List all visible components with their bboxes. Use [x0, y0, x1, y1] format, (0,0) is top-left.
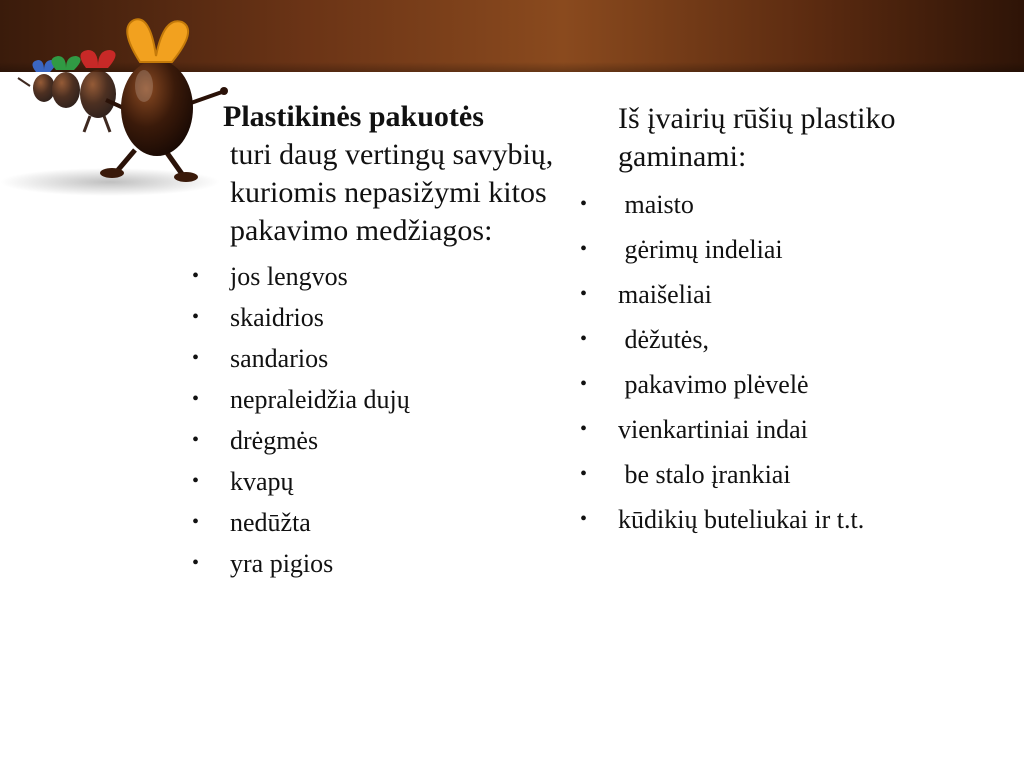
list-item-text: jos lengvos: [230, 262, 348, 291]
list-item-text: maišeliai: [618, 280, 712, 309]
list-item-text: dėžutės,: [618, 325, 709, 354]
bullet: •: [580, 283, 588, 305]
list-item-text: yra pigios: [230, 549, 334, 578]
bullet: •: [580, 328, 588, 350]
list-item: [190, 256, 580, 297]
list-item: [580, 452, 1000, 497]
bullet: •: [192, 265, 200, 287]
list-item-text: skaidrios: [230, 303, 324, 332]
bullet: •: [192, 511, 200, 533]
list-item-text: be stalo įrankiai: [618, 460, 791, 489]
bullet: •: [580, 193, 588, 215]
list-item: [580, 272, 1000, 317]
list-item: [580, 407, 1000, 452]
list-item-text: vienkartiniai indai: [618, 415, 808, 444]
list-item-text: gėrimų indeliai: [618, 235, 783, 264]
left-intro-text: turi daug vertingų savybių, kuriomis nepasižymi kitos pakavimo medžiagos:: [230, 138, 554, 247]
bullet: •: [580, 463, 588, 485]
right-products-list: [580, 182, 1000, 542]
bullet: •: [192, 429, 200, 451]
bullet: •: [580, 418, 588, 440]
list-item: [580, 182, 1000, 227]
list-item: [190, 420, 580, 461]
right-intro: Iš įvairių rūšių plastiko gaminami:: [618, 102, 896, 173]
bullet: •: [192, 470, 200, 492]
bullet: •: [192, 552, 200, 574]
list-item-text: kūdikių buteliukai ir t.t.: [618, 505, 865, 534]
list-item-text: nepraleidžia dujų: [230, 385, 410, 414]
list-item: [580, 362, 1000, 407]
bullet: •: [580, 508, 588, 530]
bullet: •: [580, 373, 588, 395]
list-item-text: drėgmės: [230, 426, 319, 455]
left-intro-bold: Plastikinės pakuotės: [223, 100, 484, 133]
bullet: •: [192, 347, 200, 369]
list-item-text: nedūžta: [230, 508, 311, 537]
list-item: [190, 297, 580, 338]
list-item: [580, 497, 1000, 542]
list-item: [190, 502, 580, 543]
bullet: •: [192, 388, 200, 410]
list-item: [580, 317, 1000, 362]
list-item: [190, 543, 580, 584]
list-item-text: sandarios: [230, 344, 329, 373]
list-item-text: maisto: [618, 190, 694, 219]
list-item: [190, 379, 580, 420]
bullet: •: [192, 306, 200, 328]
left-column: [190, 98, 580, 584]
list-item: [190, 461, 580, 502]
list-item-text: pakavimo plėvelė: [618, 370, 809, 399]
left-properties-list: [190, 256, 580, 584]
list-item-text: kvapų: [230, 467, 294, 496]
list-item: [190, 338, 580, 379]
list-item: [580, 227, 1000, 272]
right-column: [580, 98, 1000, 542]
left-intro: [190, 98, 580, 250]
bullet: •: [580, 238, 588, 260]
